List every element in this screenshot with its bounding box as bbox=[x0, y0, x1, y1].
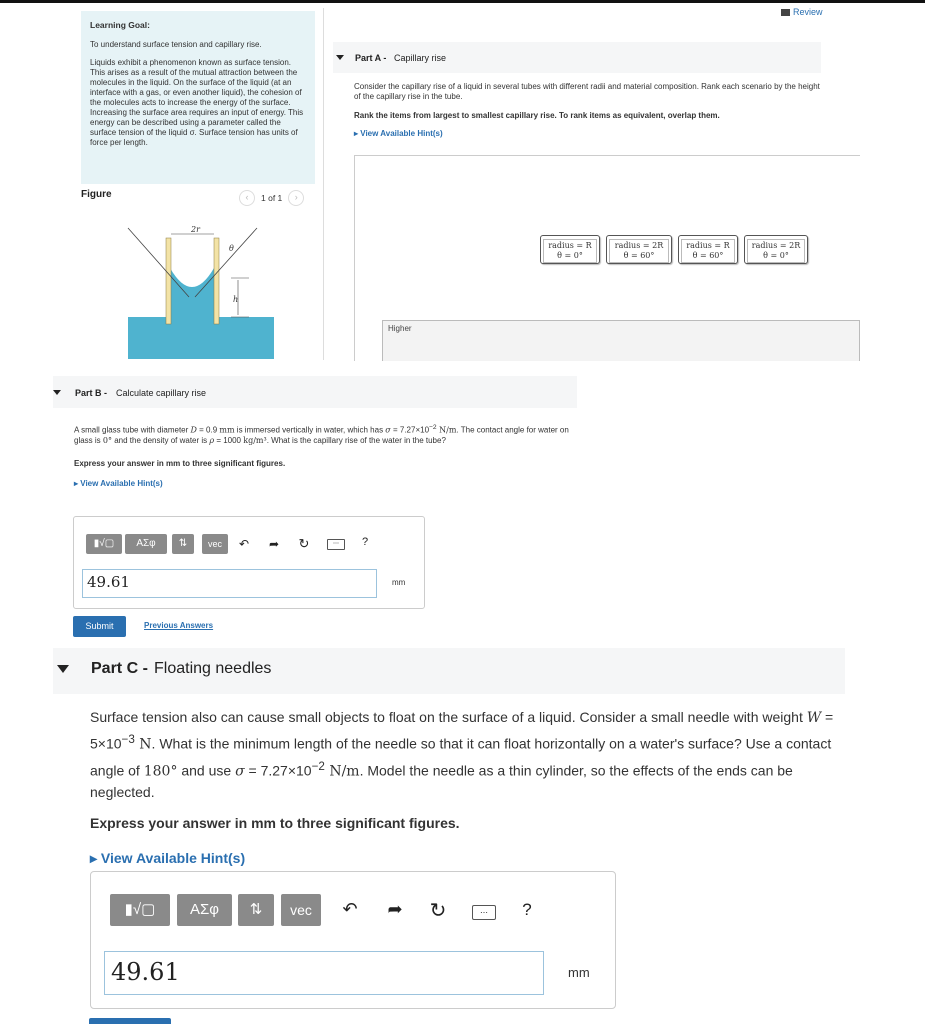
part-a-body bbox=[354, 82, 824, 139]
part-b-instruction: Express your answer in mm to three significant figures. bbox=[74, 458, 286, 468]
rank-chip[interactable] bbox=[606, 235, 672, 264]
redo-icon[interactable]: ➦ bbox=[387, 899, 403, 919]
figure-label: Figure bbox=[81, 189, 112, 200]
undo-icon[interactable]: ↶ bbox=[238, 537, 250, 551]
higher-label: Higher bbox=[388, 324, 412, 333]
figure-page-count: 1 of 1 bbox=[261, 193, 283, 203]
chip-radius: radius = R bbox=[548, 241, 592, 250]
keyboard-icon[interactable]: ⋯ bbox=[472, 905, 496, 920]
part-b-hint-link[interactable]: ▸ View Available Hint(s) bbox=[74, 479, 163, 489]
chip-radius: radius = 2R bbox=[751, 241, 801, 250]
vector-button[interactable]: vec bbox=[202, 534, 228, 554]
arrows-button[interactable]: ⇅ bbox=[238, 894, 274, 926]
figure-pager bbox=[239, 190, 304, 206]
collapse-icon bbox=[53, 390, 61, 395]
part-b-hint-label: View Available Hint(s) bbox=[80, 479, 163, 489]
theta-label: θ bbox=[229, 244, 234, 253]
rank-chip[interactable] bbox=[540, 235, 600, 264]
math-template-button[interactable]: ▮√▢ bbox=[86, 534, 122, 554]
redo-icon[interactable]: ➦ bbox=[268, 537, 280, 551]
part-b-title: Calculate capillary rise bbox=[116, 388, 207, 398]
part-c-body bbox=[90, 707, 835, 869]
part-b-body bbox=[74, 423, 584, 490]
part-c-prefix: Part C - bbox=[91, 660, 148, 677]
rank-chip[interactable] bbox=[744, 235, 808, 264]
vector-button[interactable]: vec bbox=[281, 894, 321, 926]
reset-icon[interactable]: ↻ bbox=[429, 900, 447, 922]
part-c-answer-input[interactable]: 49.61 bbox=[104, 951, 544, 995]
figure-area bbox=[81, 214, 324, 359]
column-divider bbox=[323, 8, 324, 360]
ranking-drop-zone[interactable] bbox=[382, 320, 860, 361]
learning-goal-title: Learning Goal: bbox=[90, 20, 150, 30]
learning-goal-body: Liquids exhibit a phenomenon known as surface tension. This arises as a result of the mutual attraction between the molecules in the liquid. On the surface of the liquid (at an interface with a gas, or even another liquid), the cohesion of the molecules acts to increase the energy of the surface. Increasing the surface area requires an input of energy. This energy can be described using a parameter called the surface tension of the liquid σ. Surface tension has units of force per length. bbox=[90, 58, 304, 147]
part-a-header[interactable] bbox=[333, 42, 821, 73]
part-c-submit-button[interactable] bbox=[89, 1018, 171, 1024]
two-r-label: 2r bbox=[191, 225, 200, 234]
part-c-header[interactable] bbox=[53, 648, 845, 694]
collapse-icon bbox=[57, 665, 69, 673]
math-template-button[interactable]: ▮√▢ bbox=[110, 894, 170, 926]
part-c-question: Surface tension also can cause small objects to float on the surface of a liquid. Consider a small needle with weight $W = 5\times 10^{-3}$ N. What is the minimum length of the needle so that it can float horizontally on a water's surface? Use a contact angle of 180° and use $\sigma = 7.27\times 10^{-2}$ N/m. Model the needle as a thin cylinder, so the effects of the ends can be neglected. bbox=[90, 709, 834, 801]
part-c-unit: mm bbox=[568, 965, 590, 980]
part-c-hint-label: View Available Hint(s) bbox=[100, 850, 246, 867]
part-b-unit: mm bbox=[392, 578, 406, 587]
chip-angle: θ = 60° bbox=[692, 251, 724, 260]
review-icon bbox=[781, 9, 790, 16]
keyboard-icon[interactable]: ⋯ bbox=[327, 539, 345, 550]
part-a-intro: Consider the capillary rise of a liquid in several tubes with different radii and material composition. Rank each scenario by the height of the capillary rise in the tube. bbox=[354, 82, 820, 101]
reset-icon[interactable]: ↻ bbox=[298, 536, 310, 551]
part-b-answer-box bbox=[73, 516, 425, 609]
part-a-title: Capillary rise bbox=[394, 53, 447, 63]
collapse-icon bbox=[336, 55, 344, 60]
learning-goal-intro: To understand surface tension and capillary rise. bbox=[90, 40, 262, 49]
part-a-instruction: Rank the items from largest to smallest capillary rise. To rank items as equivalent, overlap them. bbox=[354, 111, 720, 120]
part-c-hint-link[interactable]: ▸ View Available Hint(s) bbox=[90, 850, 246, 867]
submit-button[interactable]: Submit bbox=[73, 616, 126, 637]
greek-symbols-button[interactable]: ΑΣφ bbox=[177, 894, 232, 926]
part-c-instruction: Express your answer in mm to three significant figures. bbox=[90, 815, 460, 832]
capillary-figure bbox=[81, 214, 324, 359]
part-b-question: A small glass tube with diameter D = 0.9 mm is immersed vertically in water, which has $\sigma = 7.27\times 10^{-2}$ N/m. The contact angle for water on glass is 0° and the density of water is ρ = 1000 kg/m³. What is the capillary rise of the water in the tube? bbox=[74, 424, 569, 446]
part-b-prefix: Part B - bbox=[75, 388, 108, 398]
chip-angle: θ = 0° bbox=[557, 251, 583, 260]
previous-answers-link[interactable]: Previous Answers bbox=[144, 621, 214, 630]
part-b-header[interactable] bbox=[53, 376, 577, 408]
next-figure-icon[interactable]: › bbox=[288, 190, 304, 206]
review-link[interactable] bbox=[781, 7, 823, 17]
learning-goal-panel bbox=[81, 11, 315, 188]
arrows-button[interactable]: ⇅ bbox=[172, 534, 194, 554]
chip-radius: radius = R bbox=[686, 241, 730, 250]
help-button[interactable]: ? bbox=[522, 900, 532, 919]
greek-symbols-button[interactable]: ΑΣφ bbox=[125, 534, 167, 554]
part-c-title: Floating needles bbox=[154, 660, 272, 677]
h-label: h bbox=[233, 295, 239, 304]
part-a-prefix: Part A - bbox=[355, 53, 387, 63]
prev-figure-icon[interactable]: ‹ bbox=[239, 190, 255, 206]
chip-angle: θ = 60° bbox=[623, 251, 655, 260]
part-b-answer-input[interactable]: 49.61 bbox=[82, 569, 377, 598]
chip-angle: θ = 0° bbox=[763, 251, 789, 260]
review-label: Review bbox=[793, 7, 823, 17]
part-a-hint-label: View Available Hint(s) bbox=[360, 129, 443, 138]
help-button[interactable]: ? bbox=[361, 536, 369, 548]
rank-chip[interactable] bbox=[678, 235, 738, 264]
part-a-hint-link[interactable]: ▸ View Available Hint(s) bbox=[354, 129, 443, 138]
part-c-answer-box bbox=[90, 871, 616, 1009]
chip-radius: radius = 2R bbox=[614, 241, 664, 250]
top-bar bbox=[0, 0, 925, 3]
undo-icon[interactable]: ↶ bbox=[342, 899, 358, 919]
